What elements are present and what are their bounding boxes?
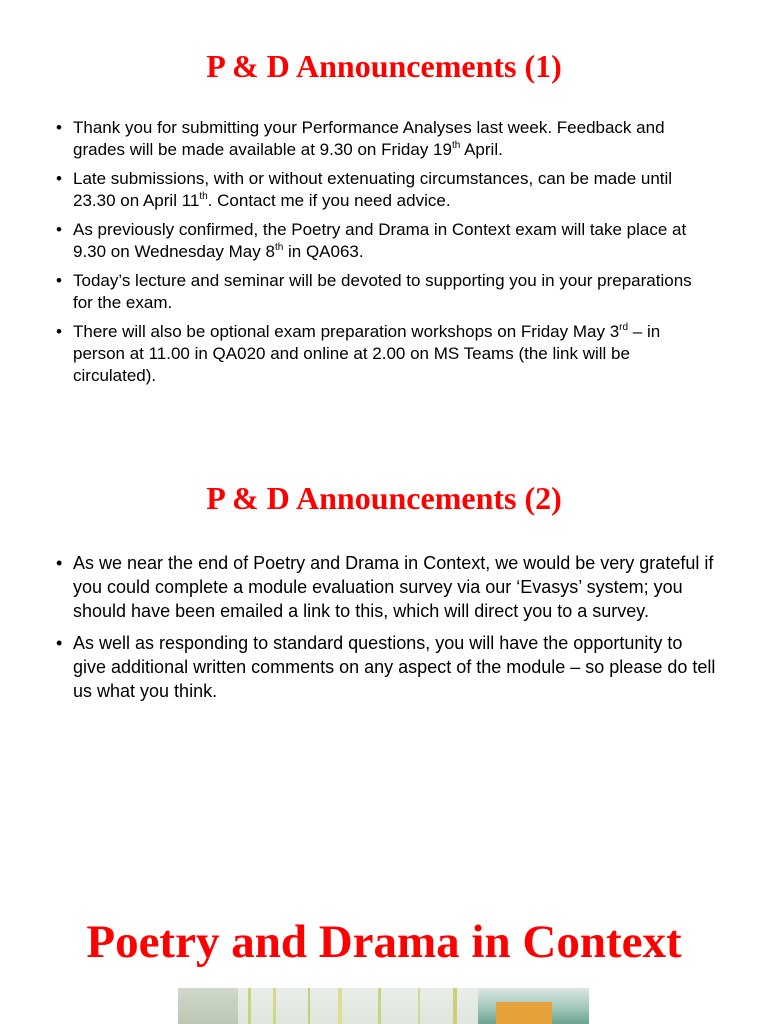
slide1-title: P & D Announcements (1) <box>206 48 562 84</box>
bullet-icon: • <box>56 169 62 188</box>
bullet-text: Late submissions, with or without extenuating circumstances, can be made until 23.30 on April 11 <box>73 169 673 210</box>
list-item <box>56 321 716 387</box>
photo-stripe <box>496 1002 552 1024</box>
photo-stripe <box>248 988 251 1024</box>
bullet-icon: • <box>56 553 63 573</box>
photo-stripe <box>378 988 381 1024</box>
slide1-bullet-list <box>56 117 716 394</box>
slide2-bullet-list <box>56 551 716 711</box>
list-item <box>56 117 716 161</box>
ordinal-suffix: th <box>274 242 284 253</box>
bullet-text: There will also be optional exam preparation workshops on Friday May 3 <box>73 322 620 341</box>
photo-stripe <box>308 988 310 1024</box>
list-item <box>56 631 716 703</box>
photo-stripe <box>418 988 420 1024</box>
photo-stripe <box>338 988 342 1024</box>
bullet-icon: • <box>56 271 62 290</box>
photo-stripe <box>453 988 457 1024</box>
list-item <box>56 168 716 212</box>
bullet-text: Thank you for submitting your Performance Analyses last week. Feedback and grades will be made available at 9.30 on Friday 19 <box>73 118 665 159</box>
bullet-icon: • <box>56 118 62 137</box>
bullet-icon: • <box>56 322 62 341</box>
bullet-text: As previously confirmed, the Poetry and Drama in Context exam will take place at 9.30 on Wednesday May 8 <box>73 220 687 261</box>
bullet-text-end: in QA063. <box>283 242 364 261</box>
cover-photo <box>178 988 589 1024</box>
bullet-text-end: – in person at 11.00 in QA020 and online at 2.00 on MS Teams (the link will be circulated). <box>73 322 661 385</box>
ordinal-suffix: th <box>199 191 208 202</box>
bullet-text-end: April. <box>460 140 503 159</box>
list-item <box>56 270 716 314</box>
photo-stripe <box>273 988 276 1024</box>
photo-stripe <box>178 988 238 1024</box>
bullet-text: Today’s lecture and seminar will be devoted to supporting you in your preparations for the exam. <box>73 271 692 312</box>
list-item <box>56 551 716 623</box>
bullet-icon: • <box>56 220 62 239</box>
ordinal-suffix: th <box>451 140 461 151</box>
bullet-text: As well as responding to standard questions, you will have the opportunity to give additional written comments on any aspect of the module – so please do tell us what you think. <box>73 633 716 701</box>
list-item <box>56 219 716 263</box>
bullet-icon: • <box>56 633 63 653</box>
ordinal-suffix: rd <box>619 322 629 333</box>
slide3-title: Poetry and Drama in Context <box>86 916 682 968</box>
bullet-text-end: . Contact me if you need advice. <box>207 191 451 210</box>
slide2-title: P & D Announcements (2) <box>206 480 562 516</box>
bullet-text: As we near the end of Poetry and Drama in Context, we would be very grateful if you could complete a module evaluation survey via our ‘Evasys’ system; you should have been emailed a link to this, which will direct you to a survey. <box>73 553 714 621</box>
